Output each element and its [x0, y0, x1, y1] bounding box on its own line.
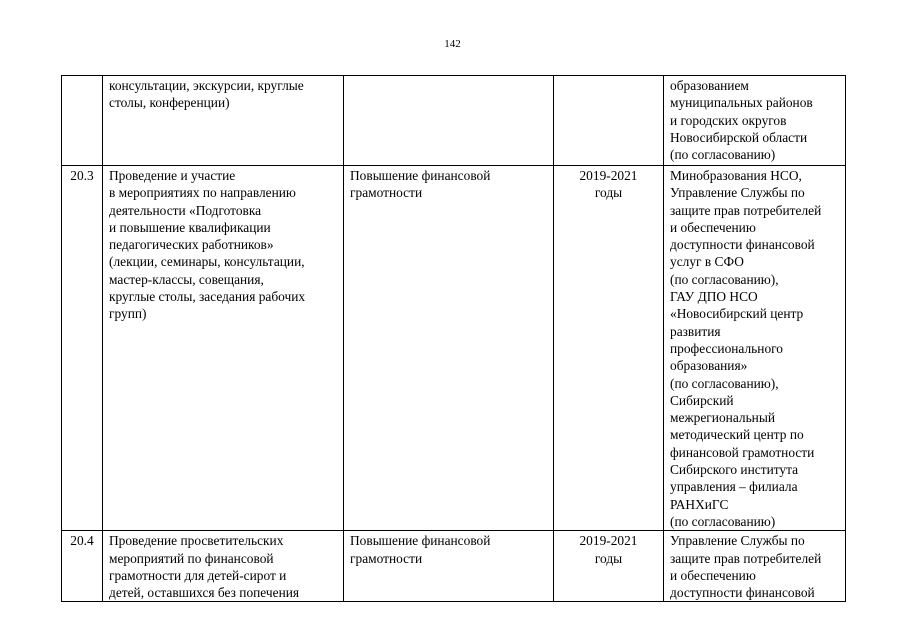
goal-cell: Повышение финансовой грамотности: [344, 531, 554, 602]
row-number-cell: 20.3: [62, 166, 103, 531]
action-plan-table: [61, 75, 846, 602]
event-cell: Проведение и участие в мероприятиях по направлению деятельности «Подготовка и повышение квалификации педагогических работников» (лекции, семинары, консультации, мастер-классы, совещания, круглые столы, заседания рабочих групп): [103, 166, 344, 531]
row-number-cell: [62, 76, 103, 166]
table-row: [62, 531, 846, 602]
period-cell: 2019-2021 годы: [554, 166, 664, 531]
goal-cell: [344, 76, 554, 166]
executors-cell: образованием муниципальных районов и городских округов Новосибирской области (по согласованию): [664, 76, 846, 166]
event-cell: Проведение просветительских мероприятий по финансовой грамотности для детей-сирот и детей, оставшихся без попечения: [103, 531, 344, 602]
executors-cell: Минобразования НСО, Управление Службы по защите прав потребителей и обеспечению доступности финансовой услуг в СФО (по согласованию), ГАУ ДПО НСО «Новосибирский центр развития профессионального образования» (по согласованию), Сибирский межрегиональный методический центр по финансовой грамотности Сибирского института управления – филиала РАНХиГС (по согласованию): [664, 166, 846, 531]
period-cell: 2019-2021 годы: [554, 531, 664, 602]
goal-cell: Повышение финансовой грамотности: [344, 166, 554, 531]
table-row: [62, 76, 846, 166]
executors-cell: Управление Службы по защите прав потребителей и обеспечению доступности финансовой: [664, 531, 846, 602]
period-cell: [554, 76, 664, 166]
event-cell: консультации, экскурсии, круглые столы, конференции): [103, 76, 344, 166]
row-number-cell: 20.4: [62, 531, 103, 602]
page-number: 142: [444, 38, 461, 50]
table-row: [62, 166, 846, 531]
